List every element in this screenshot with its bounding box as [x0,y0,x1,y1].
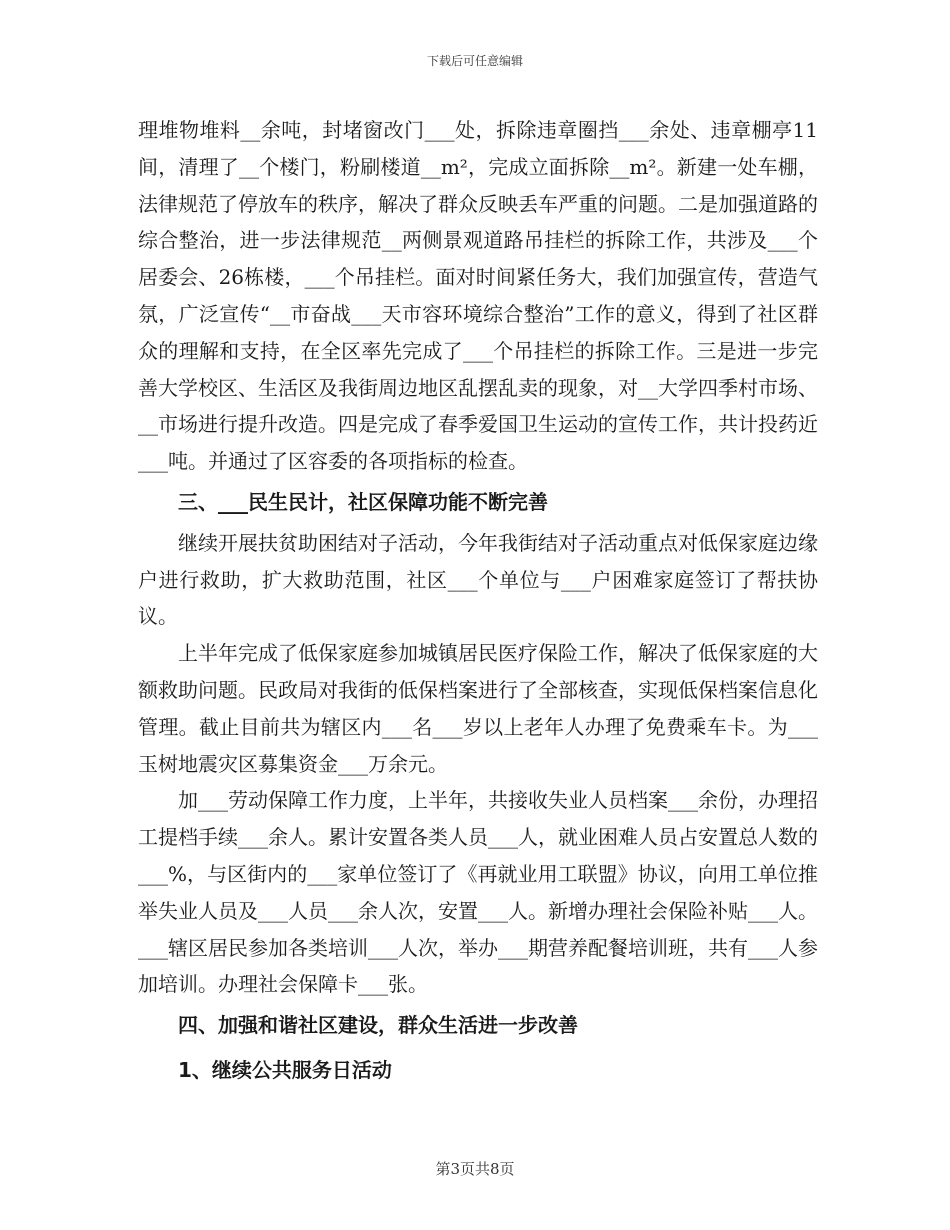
page-header: 下载后可任意编辑 [426,54,523,68]
paragraph-poverty-aid: 继续开展扶贫助困结对子活动，今年我街结对子活动重点对低保家庭边缘户进行救助，扩大救助范围，社区___个单位与___户困难家庭签订了帮扶协议。 [138,530,818,629]
document-body [138,112,818,1093]
subsection-heading-1: 1、继续公共服务日活动 [178,1057,392,1082]
section-heading-3: 三、___民生民计，社区保障功能不断完善 [178,489,548,514]
paragraph-low-income: 上半年完成了低保家庭参加城镇居民医疗保险工作，解决了低保家庭的大额救助问题。民政局对我街的低保档案进行了全部核查，实现低保档案信息化管理。截止目前共为辖区内___名___岁以上老年人办理了免费乘车卡。为___玉树地震灾区募集资金___万余元。 [138,641,818,776]
page-footer: 第3页共8页 [435,1160,515,1178]
paragraph-labor-security: 加___劳动保障工作力度，上半年，共接收失业人员档案___余份，办理招工提档手续___余人。累计安置各类人员___人，就业困难人员占安置总人数的___%，与区街内的___家单位签订了《再就业用工联盟》协议，向用工单位推举失业人员及___人员___余人次，安置___人。新增办理社会保险补贴___人。___辖区居民参加各类培训___人次，举办___期营养配餐培训班，共有___人参加培训。办理社会保障卡___张。 [138,788,818,997]
paragraph-continuation: 理堆物堆料__余吨，封堵窗改门___处，拆除违章圈挡___余处、违章棚亭11间，清理了__个楼门，粉刷楼道__m²，完成立面拆除__m²。新建一处车棚，法律规范了停放车的秩序，解决了群众反映丢车严重的问题。二是加强道路的综合整治，进一步法律规范__两侧景观道路吊挂栏的拆除工作，共涉及___个居委会、26栋楼，___个吊挂栏。面对时间紧任务大，我们加强宣传，营造气氛，广泛宣传“__市奋战___天市容环境综合整治”工作的意义，得到了社区群众的理解和支持，在全区率先完成了___个吊挂栏的拆除工作。三是进一步完善大学校区、生活区及我街周边地区乱摆乱卖的现象，对__大学四季村市场、__市场进行提升改造。四是完成了春季爱国卫生运动的宣传工作，共计投药近___吨。并通过了区容委的各项指标的检查。 [138,118,818,474]
section-heading-4: 四、加强和谐社区建设，群众生活进一步改善 [178,1013,578,1038]
